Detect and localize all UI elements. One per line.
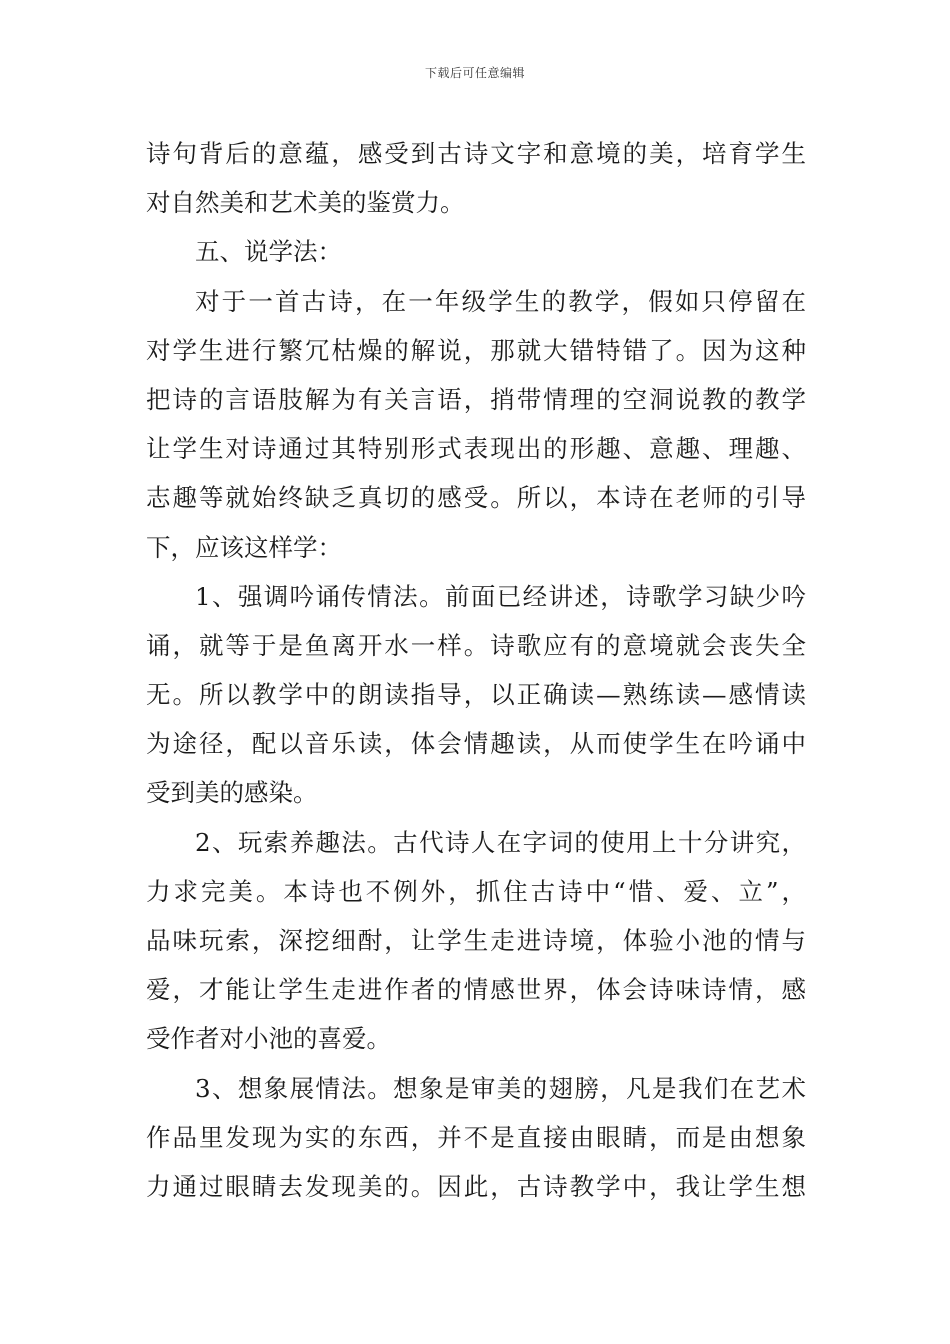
text-line: 志趣等就始终缺乏真切的感受。所以，本诗在老师的引导 bbox=[146, 483, 806, 513]
text-line: 受作者对小池的喜爱。 bbox=[146, 1024, 391, 1054]
text-line: 爱，才能让学生走进作者的情感世界，体会诗味诗情，感 bbox=[146, 975, 806, 1005]
text-line: 对学生进行繁冗枯燥的解说，那就大错特错了。因为这种 bbox=[146, 335, 806, 365]
text-line: 力通过眼睛去发现美的。因此，古诗教学中，我让学生想 bbox=[146, 1171, 806, 1201]
text-line: 受到美的感染。 bbox=[146, 778, 318, 808]
text-line: 无。所以教学中的朗读指导，以正确读—熟练读—感情读 bbox=[146, 680, 806, 710]
text-line: 作品里发现为实的东西，并不是直接由眼睛，而是由想象 bbox=[146, 1122, 806, 1152]
document-body bbox=[0, 129, 950, 1211]
text-line: 1、强调吟诵传情法。前面已经讲述，诗歌学习缺少吟 bbox=[195, 581, 806, 611]
text-line: 对于一首古诗，在一年级学生的教学，假如只停留在 bbox=[195, 286, 806, 316]
text-line: 力求完美。本诗也不例外，抓住古诗中“惜、爱、立”， bbox=[146, 876, 806, 906]
text-line: 把诗的言语肢解为有关言语，捎带情理的空洞说教的教学 bbox=[146, 384, 806, 414]
text-line: 让学生对诗通过其特别形式表现出的形趣、意趣、理趣、 bbox=[146, 434, 806, 464]
header-note: 下载后可任意编辑 bbox=[424, 66, 525, 80]
text-line: 对自然美和艺术美的鉴赏力。 bbox=[146, 188, 465, 218]
text-line: 2、玩索养趣法。古代诗人在字词的使用上十分讲究， bbox=[195, 827, 806, 857]
text-line: 诵，就等于是鱼离开水一样。诗歌应有的意境就会丧失全 bbox=[146, 630, 806, 660]
text-line: 为途径，配以音乐读，体会情趣读，从而使学生在吟诵中 bbox=[146, 729, 806, 759]
text-line: 3、想象展情法。想象是审美的翅膀，凡是我们在艺术 bbox=[195, 1073, 806, 1103]
text-line: 诗句背后的意蕴，感受到古诗文字和意境的美，培育学生 bbox=[146, 139, 806, 168]
text-line: 品味玩索，深挖细酎，让学生走进诗境，体验小池的情与 bbox=[146, 926, 806, 955]
text-line: 五、说学法： bbox=[195, 237, 342, 267]
text-line: 下，应该这样学： bbox=[146, 532, 342, 562]
